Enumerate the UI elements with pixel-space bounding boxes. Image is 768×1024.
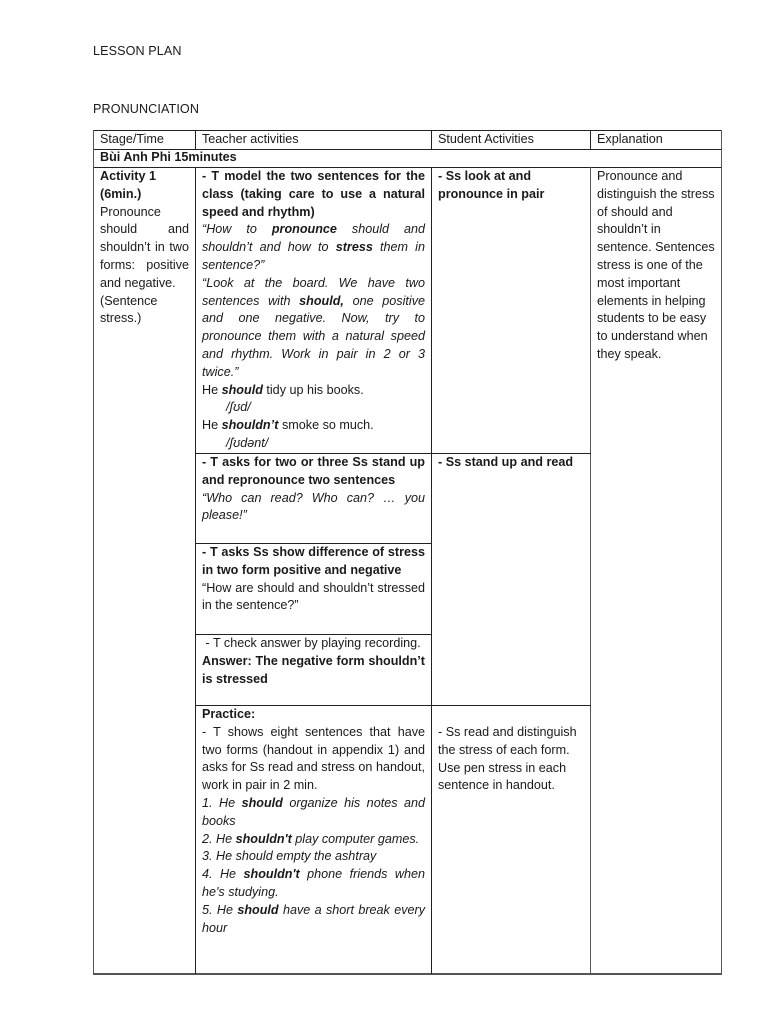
- teacher-instruction-1: - T model the two sentences for the class (taking care to use a natural speed and rhythm): [202, 169, 425, 219]
- example-sentence-1: He should tidy up his books.: [202, 382, 364, 397]
- practice-sentence-2: 2. He shouldn't play computer games.: [202, 831, 420, 846]
- table-border-bottom: [93, 973, 722, 975]
- practice-sentence-1: 1. He should organize his notes and books: [202, 795, 425, 828]
- document-title: LESSON PLAN: [93, 44, 182, 58]
- section-title: PRONUNCIATION: [93, 102, 200, 116]
- teacher-block-model: [196, 168, 431, 453]
- teacher-instruction-5: - T shows eight sentences that have two forms (handout in appendix 1) and asks for Ss read and stress on handout, work in pair in 2 min.: [202, 724, 425, 793]
- teacher-block-difference: [196, 544, 431, 615]
- header-student-activities: Student Activities: [438, 132, 534, 146]
- stage-time: (6min.): [100, 186, 142, 201]
- stage-description: Pronounce should and shouldn’t in two forms: positive and negative.: [100, 204, 189, 290]
- teacher-instruction-3: - T asks Ss show difference of stress in two form positive and negative: [202, 545, 425, 577]
- stage-cell: [94, 168, 195, 328]
- header-teacher-activities: Teacher activities: [202, 132, 299, 146]
- teacher-quote-3: “Who can read? Who can? … you please!”: [202, 490, 425, 523]
- teacher-instruction-2: - T asks for two or three Ss stand up and repronounce two sentences: [202, 455, 425, 487]
- group-row-label: Bùi Anh Phi 15minutes: [100, 150, 237, 164]
- header-explanation: Explanation: [597, 132, 663, 146]
- student-activity-2: - Ss stand up and read: [438, 455, 574, 469]
- practice-label: Practice:: [202, 707, 256, 721]
- teacher-block-check: [196, 635, 431, 688]
- stage-note: (Sentence stress.): [100, 293, 158, 326]
- table-border-right: [721, 130, 722, 975]
- header-stage-time: Stage/Time: [100, 132, 164, 146]
- stage-title: Activity 1: [100, 169, 156, 183]
- example-sentence-2: He shouldn’t smoke so much.: [202, 418, 374, 433]
- practice-sentence-5: 5. He should have a short break every hour: [202, 902, 425, 935]
- teacher-quote-1: “How to pronounce should and shouldn’t and how to stress them in sentence?”: [202, 222, 425, 272]
- col-divider-2: [431, 167, 432, 974]
- explanation-text: Pronounce and distinguish the stress of should and shouldn’t in sentence. Sentences stress is one of the most important elements in helping students to be easy to understand when they speak.: [597, 169, 715, 361]
- practice-sentence-4: 4. He shouldn't phone friends when he's studying.: [202, 867, 425, 899]
- practice-sentence-3: 3. He should empty the ashtray: [202, 849, 377, 864]
- teacher-block-practice: [196, 706, 431, 937]
- teacher-quote-2: “Look at the board. We have two sentences with should, one positive and one negative. Now, try to pronounce them with a natural speed and rhythm. Work in pair in 2 or 3 twice.”: [202, 275, 425, 379]
- student-activity-1: - Ss look at and pronounce in pair: [438, 169, 545, 201]
- teacher-block-repronounce: [196, 454, 431, 525]
- ipa-shouldnt: /ʃʊdənt/: [226, 435, 269, 450]
- teacher-instruction-4: - T check answer by playing recording.: [202, 636, 421, 650]
- teacher-quote-4: “How are should and shouldn’t stressed in the sentence?”: [202, 580, 425, 613]
- student-activity-3: - Ss read and distinguish the stress of each form. Use pen stress in each sentence in handout.: [438, 725, 577, 793]
- ipa-should: /ʃʊd/: [226, 400, 251, 415]
- teacher-answer: Answer: The negative form shouldn’t is stressed: [202, 653, 425, 686]
